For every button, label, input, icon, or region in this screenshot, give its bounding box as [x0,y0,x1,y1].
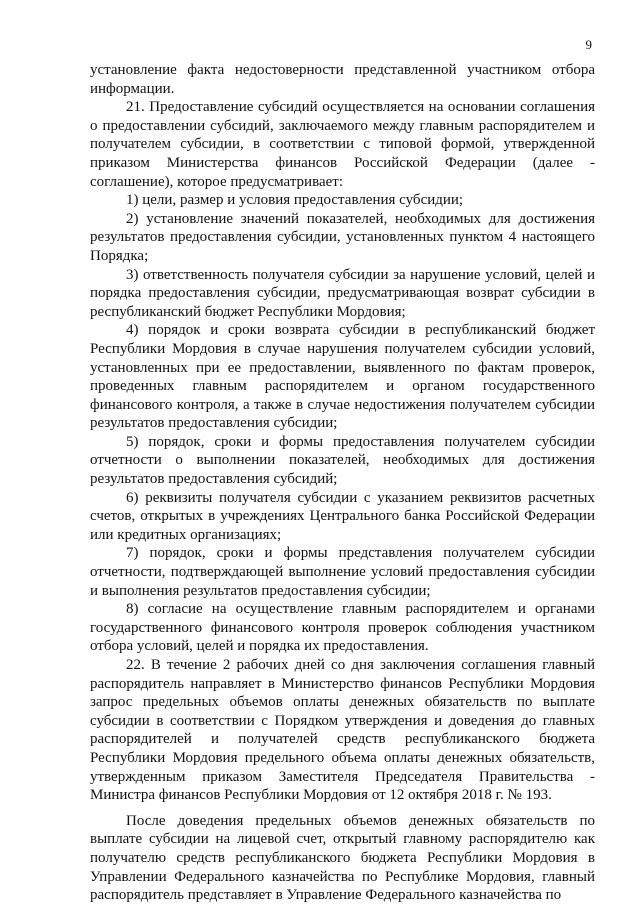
paragraph-clause-21: 21. Предоставление субсидий осуществляется на основании соглашения о предоставлении субсидий, заключаемого между главным распорядителем и получателем субсидии, в соответствии с типовой формой, утвержденной приказом Министерства финансов Российской Федерации (далее - соглашение), которое предусматривает: [90,99,595,190]
paragraph-item-2: 2) установление значений показателей, необходимых для достижения результатов предоставления субсидии, установленных пунктом 4 настоящего Порядка; [90,210,595,264]
paragraph-clause-22: 22. В течение 2 рабочих дней со дня заключения соглашения главный распорядитель направляет в Министерство финансов Республики Мордовия запрос предельных объемов оплаты денежных обязательств по выплате субсидии в соответствии с Порядком утверждения и доведения до главных распорядителей и получателей средств республиканского бюджета Республики Мордовия предельного объема оплаты денежных обязательств, утвержденным приказом Заместителя Председателя Правительства - Министра финансов Республики Мордовия от 12 октября 2018 г. № 193. [90,657,595,804]
paragraph-item-4: 4) порядок и сроки возврата субсидии в республиканский бюджет Республики Мордовия в случае нарушения получателем субсидии условий, установленных при ее предоставлении, выявленного по фактам проверок, проведенных главным распорядителем и органом государственного финансового контроля, а также в случае недостижения получателем субсидии результатов предоставления субсидии; [90,322,595,432]
paragraph-item-8: 8) согласие на осуществление главным распорядителем и органами государственного финансового контроля проверок соблюдения участником отбора условий, целей и порядка их предоставления. [90,601,595,655]
paragraph-item-3: 3) ответственность получателя субсидии за нарушение условий, целей и порядка предоставления субсидии, предусматривающая возврат субсидии в республиканский бюджет Республики Мордовия; [90,266,595,320]
paragraph-item-5: 5) порядок, сроки и формы предоставления получателем субсидии отчетности о выполнении показателей, необходимых для достижения результатов предоставления субсидий; [90,433,595,488]
paragraph-item-6: 6) реквизиты получателя субсидии с указанием реквизитов расчетных счетов, открытых в учреждениях Центрального банка Российской Федерации или кредитных организациях; [90,489,595,543]
page-number: 9 [585,37,592,52]
paragraph-item-7: 7) порядок, сроки и формы представления получателем субсидии отчетности, подтверждающей выполнение условий предоставления субсидии и выполнения результатов предоставления субсидии; [90,545,595,599]
paragraph-item-1: 1) цели, размер и условия предоставления субсидии; [126,192,464,209]
document-body [90,61,595,905]
paragraph-after-limits: После доведения предельных объемов денежных обязательств по выплате субсидии на лицевой счет, открытый главному распорядителю как получателю средств республиканского бюджета Республики Мордовия в Управлении Федерального казначейства по Республике Мордовия, главный распорядитель представляет в Управление Федерального казначейства по [90,812,595,904]
paragraph-continuation: установление факта недостоверности представленной участником отбора информации. [90,62,595,97]
